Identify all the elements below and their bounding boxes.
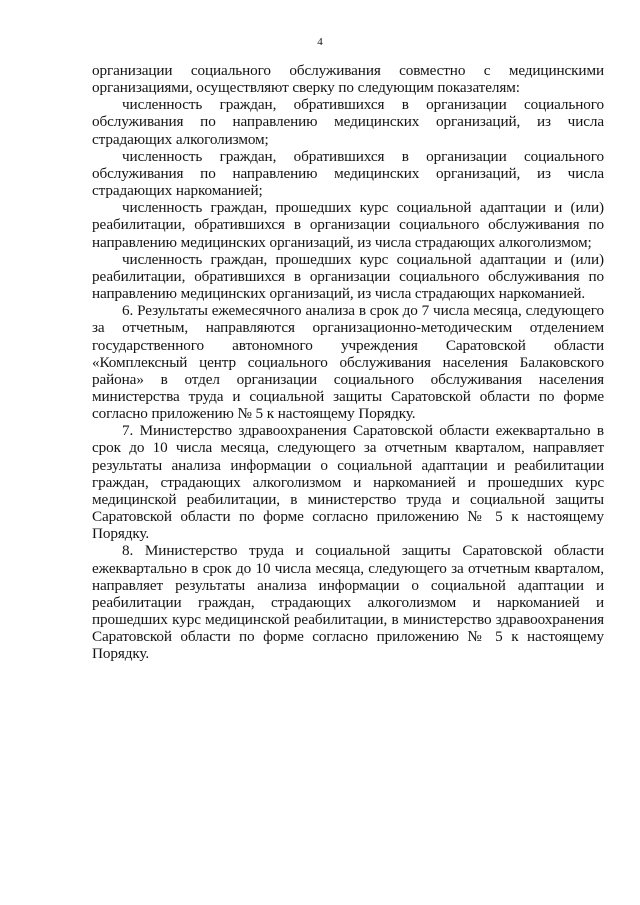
document-body bbox=[92, 62, 604, 662]
page-number: 4 bbox=[317, 36, 323, 48]
indicator-alcoholism-rehabilitation: численность граждан, прошедших курс социальной адаптации и (или) реабилитации, обратившихся в организации социального обслуживания по направлению медицинских организаций, из числа страдающих алкоголизмом; bbox=[92, 199, 604, 251]
indicator-alcoholism-referrals: численность граждан, обратившихся в организации социального обслуживания по направлению медицинских организаций, из числа страдающих алкоголизмом; bbox=[92, 96, 604, 148]
clause-6: 6. Результаты ежемесячного анализа в срок до 7 числа месяца, следующего за отчетным, направляются организационно-методическим отделением государственного автономного учреждения Саратовской области «Комплексный центр социального обслуживания населения Балаковского района» в отдел организации социального обслуживания населения министерства труда и социальной защиты Саратовской области по форме согласно приложению № 5 к настоящему Порядку. bbox=[92, 302, 604, 423]
clause-7: 7. Министерство здравоохранения Саратовской области ежеквартально в срок до 10 числа месяца, следующего за отчетным кварталом, направляет результаты анализа информации о социальной адаптации и реабилитации граждан, страдающих алкоголизмом и наркоманией и прошедших курс медицинской реабилитации, в министерство труда и социальной защиты Саратовской области по форме согласно приложению № 5 к настоящему Порядку. bbox=[92, 422, 604, 543]
indicator-drug-addiction-rehabilitation: численность граждан, прошедших курс социальной адаптации и (или) реабилитации, обратившихся в организации социального обслуживания по направлению медицинских организаций, из числа страдающих наркоманией. bbox=[92, 250, 604, 303]
paragraph-intro: организации социального обслуживания совместно с медицинскими организациями, осуществляют сверку по следующим показателям: bbox=[92, 62, 604, 97]
clause-8: 8. Министерство труда и социальной защиты Саратовской области ежеквартально в срок до 10 числа месяца, следующего за отчетным кварталом, направляет результаты анализа информации о социальной адаптации и реабилитации граждан, страдающих алкоголизмом и наркоманией и прошедших курс медицинской реабилитации, в министерство здравоохранения Саратовской области по форме согласно приложению № 5 к настоящему Порядку. bbox=[92, 542, 604, 663]
indicator-drug-addiction-referrals: численность граждан, обратившихся в организации социального обслуживания по направлению медицинских организаций, из числа страдающих наркоманией; bbox=[92, 147, 604, 200]
